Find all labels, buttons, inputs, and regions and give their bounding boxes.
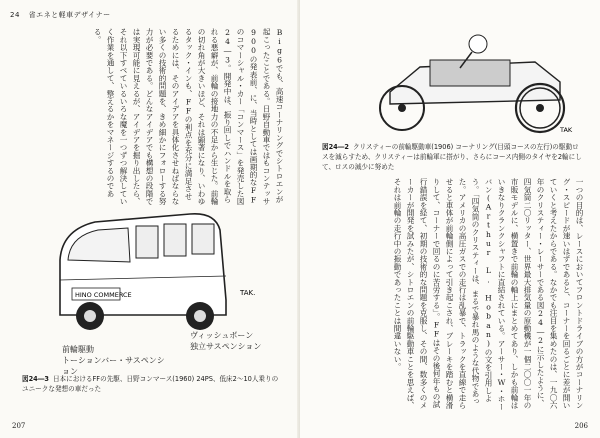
running-head — [10, 10, 111, 20]
hino-commerce-van-illustration — [40, 200, 270, 338]
front-drive-annotation: 前輪駆動 トーションバー・サスペンション — [62, 345, 165, 376]
caption-label: 図24―2 — [322, 143, 349, 151]
page-number-right: 206 — [574, 422, 588, 430]
artist-signature-right: TAK — [560, 126, 573, 134]
figure-caption-24-3 — [22, 374, 282, 394]
left-body-paragraph: Big6でも、高速コーナリングでシトロエンが起こったことである。日野自動車ではもコンテッサ900の発表前、に、当時としては画期的なFFのコマーシャル・カー「コンマース」を発売した図24―3。開発中は、振り回しでハンドルを取られる悪癖が、前輪の接地力の不足から生じた。前輪の切れ角が大きいほど、それは顕著になり、いわゆるタック・インも、FFの利点を充分に満足させるためには、そのアイデアを具体化させねばならない多くの技術的問題を、きめ細かにフォローする努力が必要である。どんなアイデアでも構想の段階では実現可能に見えるが、アイデアを掘り出したら、それ以下すべているいろな魔を一つずつ解決していく作業を通して、整えるかをマネージするのである。 — [93, 28, 284, 206]
right-page — [300, 0, 600, 438]
rear-suspension-annotation: ヴィッシュボーン 独立サスペンション — [190, 331, 262, 351]
van-badge: HINO COMMERCE — [75, 291, 132, 299]
caption-text: クリスティーの前輪駆動車(1906) コーナリング(目頭コースの左行)の駆動ロスを減らすため、クリスティーは前輪軍に搭がり、さらにコース内側のタイヤを2輪にして、ロスの減少に努めた — [322, 143, 582, 171]
figure-caption-24-2 — [322, 142, 584, 172]
chapter-number: 24 — [10, 11, 20, 19]
right-body-paragraph: 一つの目的は、レースにおいてフロントドライブの方がコーナリング・スピードが速いはずであると、コーナーを回るごとに差が開いていくと考えたからである。なかでも注目を集めたのは、一九〇六年のクリスティー・レーサーである図24―2に示したように、四気筒二〇リッター、世界最大排気量の原動機が一個二〇〇一年の市販モデルに、横置きで前輪の軸上にまとめてあり、しかも前輪はいきなりクランクシャフトに直結されている。アーサー・W・ホーバン(Arthur L. Hoban)の文を引用しよう。「四気筒のクリスティーは、まるで暴れ馬のような代物であった。アメリカの高圧ガスでの走行は乱暴で、トラックを直線で走らせると車体が前輪側によって引き起こされ、ブレーキを踏むと横滑りして、コーナーで回るのに苦労する」。FFはその後何年もの試行錯誤を経て、初期の技術的な問題を克服し、その間、数多くのメーカーが開発を試みたが、シトロエンの前輪駆動車ことを思えば、それは前輪の走行中の振動であったことは間違いない。 — [393, 178, 584, 411]
left-body-text — [24, 28, 286, 206]
caption-text: 日本におけるFFの先駆、日野コンマース(1960) 24PS、低床2〜10人乗りのユニークな発想の車だった — [22, 375, 279, 393]
caption-label: 図24―3 — [22, 375, 49, 383]
page-number-left: 207 — [12, 422, 26, 430]
chapter-title: 省エネと軽車デザイナー — [28, 11, 111, 19]
artist-signature: TAK. — [240, 289, 256, 297]
right-body-text — [318, 178, 586, 414]
christie-racer-illustration — [360, 22, 585, 140]
